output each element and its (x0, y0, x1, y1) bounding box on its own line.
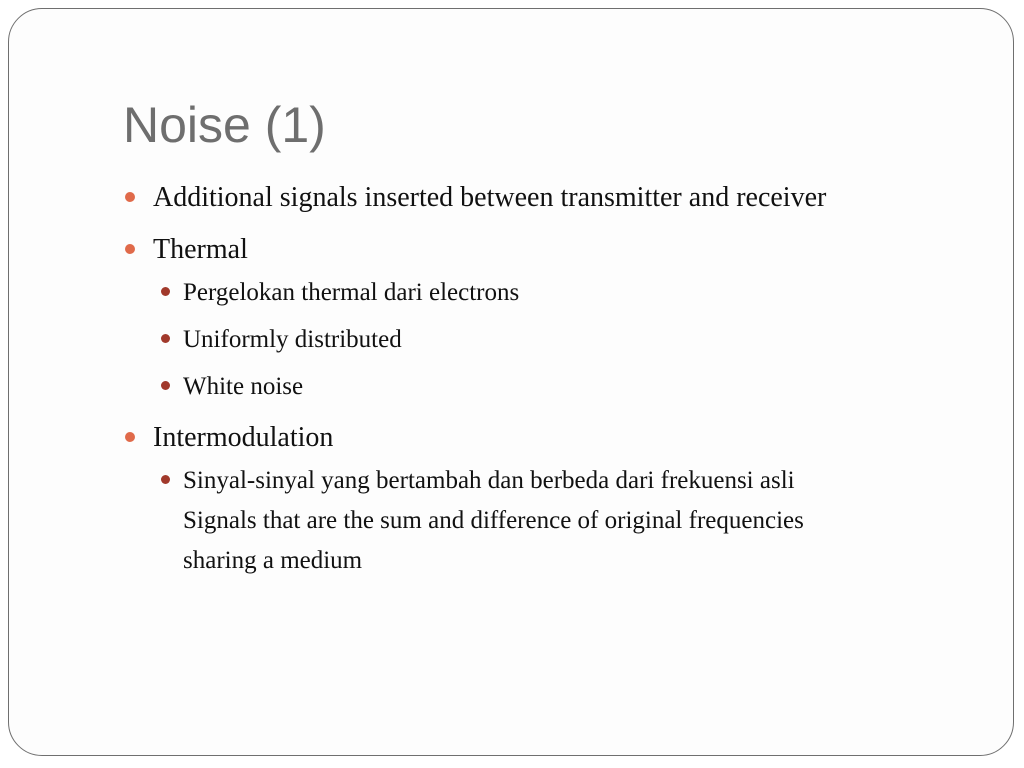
sub-bullet-text: White noise (183, 373, 304, 400)
bullet-text: Intermodulation (153, 422, 334, 453)
bullet-dot-icon (125, 192, 135, 202)
sub-bullet-text: Pergelokan thermal dari electrons (183, 279, 520, 306)
sub-bullet-dot-icon (161, 475, 170, 484)
sub-bullet-dot-icon (161, 334, 170, 343)
bullet-dot-icon (125, 244, 135, 254)
sub-bullet-list (153, 461, 973, 581)
bullet-text: Additional signals inserted between transmitter and receiver (153, 182, 827, 213)
sub-bullet-uniformly-distributed (153, 320, 973, 360)
sub-bullet-dot-icon (161, 381, 170, 390)
sub-bullet-list (153, 273, 973, 407)
sub-bullet-white-noise (153, 367, 973, 407)
sub-bullet-dot-icon (161, 287, 170, 296)
bullet-intermodulation (123, 417, 973, 581)
sub-bullet-intermodulation-definition (153, 461, 973, 581)
sub-bullet-pergelokan (153, 273, 973, 313)
slide-frame (8, 8, 1014, 756)
sub-bullet-line: sharing a medium (183, 547, 363, 574)
bullet-thermal (123, 229, 973, 407)
sub-bullet-line: Sinyal-sinyal yang bertambah dan berbeda dari frekuensi asli (183, 467, 795, 494)
bullet-text: Thermal (153, 234, 248, 265)
slide-content (123, 177, 973, 591)
sub-bullet-text: Uniformly distributed (183, 326, 402, 353)
sub-bullet-line: Signals that are the sum and difference of original frequencies (183, 507, 804, 534)
bullet-additional-signals (123, 177, 973, 219)
bullet-list (123, 177, 973, 581)
slide-title: Noise (1) (123, 97, 326, 153)
bullet-dot-icon (125, 432, 135, 442)
